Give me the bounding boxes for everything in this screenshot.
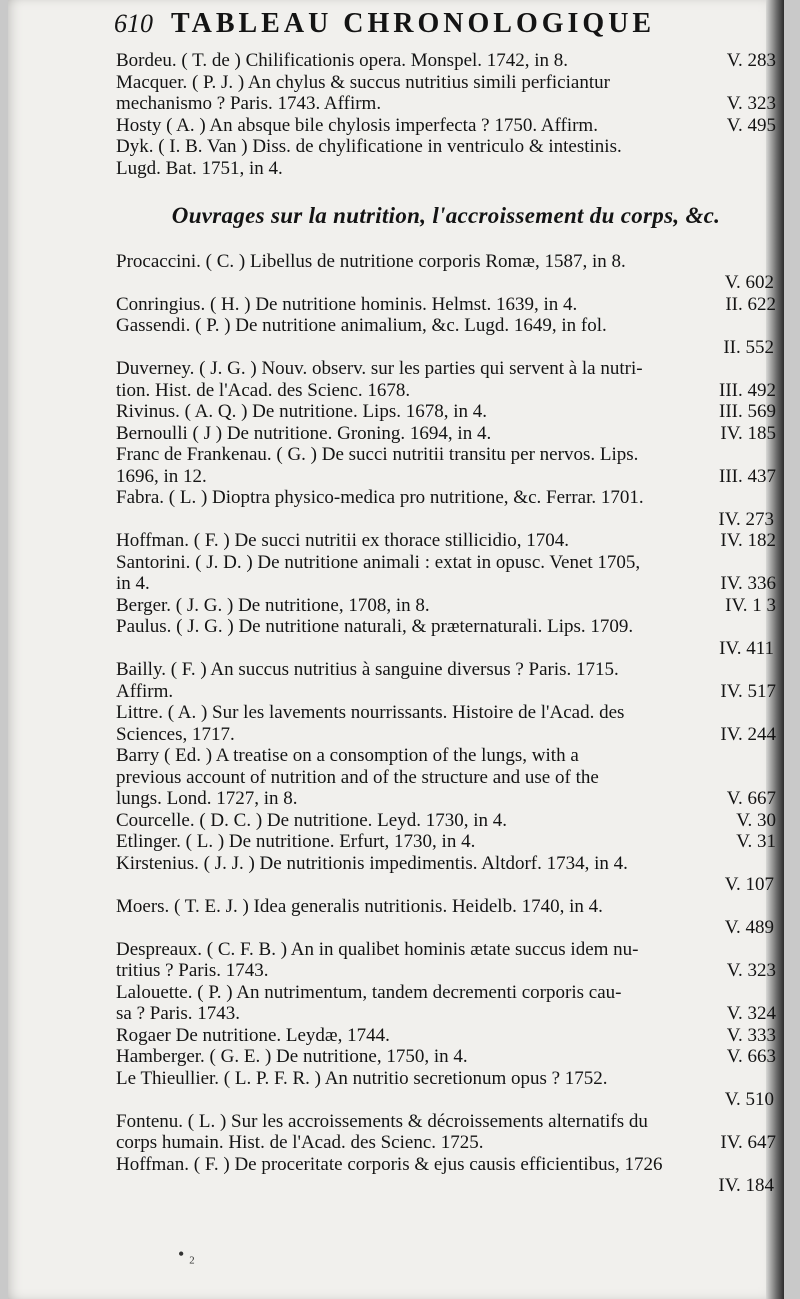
entry-text-line: lungs. Lond. 1727, in 8. V. 667 — [116, 788, 776, 809]
bibliography-entry — [116, 530, 776, 552]
volume-reference: V. 107 — [724, 874, 774, 895]
bibliography-entry — [116, 1068, 776, 1111]
volume-reference: V. 489 — [724, 917, 774, 938]
volume-reference: V. 495 — [726, 114, 776, 136]
entry-text-line: 1696, in 12. III. 437 — [116, 465, 776, 487]
entry-text-line: previous account of nutrition and of the structure and use of the — [116, 766, 599, 788]
volume-reference: V. 510 — [724, 1089, 774, 1110]
entry-text-line: Bordeu. ( T. de ) Chilificationis opera. Monspel. 1742, in 8. V. 283 — [116, 50, 776, 71]
volume-reference: V. 324 — [726, 1003, 776, 1024]
volume-reference: II. 622 — [725, 293, 776, 315]
entry-text-line: Affirm. IV. 517 — [116, 680, 776, 702]
bibliography-entry — [116, 896, 776, 939]
entry-text-line: Hoffman. ( F. ) De proceritate corporis & ejus causis efficientibus, 1726 — [116, 1153, 663, 1175]
bibliography-entry — [116, 745, 776, 810]
volume-reference: IV. 244 — [720, 723, 776, 745]
entry-text-line: Duverney. ( J. G. ) Nouv. observ. sur les parties qui servent à la nutri- — [116, 358, 643, 379]
bibliography-entry — [116, 939, 776, 982]
entry-text-line: Sciences, 1717. IV. 244 — [116, 723, 776, 745]
entry-text-line: Hoffman. ( F. ) De succi nutritii ex thorace stillicidio, 1704. IV. 182 — [116, 530, 776, 551]
entry-text-line: Hamberger. ( G. E. ) De nutritione, 1750, in 4. V. 663 — [116, 1046, 776, 1067]
entry-text-line: Bailly. ( F. ) An succus nutritius à sanguine diversus ? Paris. 1715. — [116, 659, 619, 680]
entry-text-line: Courcelle. ( D. C. ) De nutritione. Leyd. 1730, in 4. V. 30 — [116, 809, 776, 831]
volume-reference: IV. 517 — [720, 680, 776, 702]
volume-reference: IV. 185 — [720, 422, 776, 444]
entry-text-line: Procaccini. ( C. ) Libellus de nutritione corporis Romæ, 1587, in 8. — [116, 250, 626, 272]
bibliography-entry — [116, 423, 776, 445]
entry-text-line: Franc de Frankenau. ( G. ) De succi nutritii transitu per nervos. Lips. — [116, 444, 639, 465]
volume-reference: V. 602 — [724, 272, 774, 293]
book-page — [8, 0, 784, 1299]
bibliography-entry — [116, 552, 776, 595]
bibliography-entry — [116, 115, 776, 137]
entry-text-line: Kirstenius. ( J. J. ) De nutritionis impedimentis. Altdorf. 1734, in 4. — [116, 852, 628, 874]
entry-text-line: Fabra. ( L. ) Dioptra physico-medica pro nutritione, &c. Ferrar. 1701. — [116, 487, 644, 508]
volume-reference: V. 283 — [726, 50, 776, 71]
volume-reference: IV. 182 — [720, 530, 776, 551]
bibliography-entry — [116, 251, 776, 294]
bibliography-entry — [116, 853, 776, 896]
nutrition-entries — [116, 251, 776, 1197]
bibliography-entry — [116, 294, 776, 316]
volume-reference: IV. 273 — [718, 508, 774, 530]
bibliography-entry — [116, 616, 776, 659]
bibliography-entry — [116, 831, 776, 853]
entry-text-line: Conringius. ( H. ) De nutritione hominis. Helmst. 1639, in 4. II. 622 — [116, 293, 776, 315]
volume-reference: V. 30 — [736, 809, 776, 831]
entry-text-line: Lugd. Bat. 1751, in 4. — [116, 157, 283, 179]
bibliography-entry — [116, 1046, 776, 1068]
entry-text-line: Lalouette. ( P. ) An nutrimentum, tandem decrementi corporis cau- — [116, 981, 622, 1003]
bibliography-entry — [116, 487, 776, 530]
entry-text-line: Le Thieullier. ( L. P. F. R. ) An nutritio secretionum opus ? 1752. — [116, 1067, 608, 1089]
page-header — [114, 8, 784, 48]
footer-mark: • ₂ — [178, 1244, 196, 1264]
entry-text-line: Gassendi. ( P. ) De nutritione animalium, &c. Lugd. 1649, in fol. — [116, 315, 607, 336]
volume-reference: IV. 1 3 — [725, 594, 776, 616]
entry-text-line: Barry ( Ed. ) A treatise on a consomption of the lungs, with a — [116, 745, 579, 766]
bibliography-entry — [116, 50, 776, 72]
section-heading: Ouvrages sur la nutrition, l'accroissement du corps, &c. — [171, 203, 721, 228]
entry-text-line: mechanismo ? Paris. 1743. Affirm. V. 323 — [116, 93, 776, 114]
entry-text-line: Rivinus. ( A. Q. ) De nutritione. Lips. 1678, in 4. III. 569 — [116, 401, 776, 422]
entry-text-line: Moers. ( T. E. J. ) Idea generalis nutritionis. Heidelb. 1740, in 4. — [116, 895, 603, 917]
volume-reference: IV. 336 — [720, 573, 776, 594]
bibliography-entry — [116, 401, 776, 423]
volume-reference: II. 552 — [723, 336, 774, 358]
running-title: TABLEAU CHRONOLOGIQUE — [171, 8, 656, 39]
volume-reference: IV. 647 — [720, 1132, 776, 1153]
entry-text-line: sa ? Paris. 1743. V. 324 — [116, 1003, 776, 1024]
volume-reference: IV. 411 — [719, 637, 774, 659]
bibliography-entry — [116, 659, 776, 702]
bibliography-entry — [116, 982, 776, 1025]
bibliography-entry — [116, 1111, 776, 1154]
entry-text-line: Rogaer De nutritione. Leydæ, 1744. V. 333 — [116, 1024, 776, 1046]
bibliography-entry — [116, 1154, 776, 1197]
bibliography-entry — [116, 810, 776, 832]
volume-reference: V. 333 — [726, 1024, 776, 1046]
entry-text-line: tion. Hist. de l'Acad. des Scienc. 1678. III. 492 — [116, 379, 776, 401]
page-number: 610 — [114, 9, 153, 38]
volume-reference: IV. 184 — [718, 1175, 774, 1196]
chylification-entries — [116, 50, 776, 179]
bibliography-entry — [116, 1025, 776, 1047]
entry-text-line: Paulus. ( J. G. ) De nutritione naturali, & præternaturali. Lips. 1709. — [116, 616, 634, 637]
volume-reference: III. 437 — [719, 465, 776, 487]
entry-text-line: Macquer. ( P. J. ) An chylus & succus nutritius simili perficiantur — [116, 71, 610, 93]
bibliography-entry — [116, 702, 776, 745]
entry-text-line: Dyk. ( I. B. Van ) Diss. de chylificatione in ventriculo & intestinis. — [116, 136, 622, 157]
entry-text-line: Despreaux. ( C. F. B. ) An in qualibet hominis ætate succus idem nu- — [116, 938, 639, 960]
bibliography-entry — [116, 358, 776, 401]
entry-text-line: Santorini. ( J. D. ) De nutritione animali : extat in opusc. Venet 1705, — [116, 551, 641, 573]
bibliography-entry — [116, 315, 776, 358]
bibliography-entry — [116, 595, 776, 617]
bibliography-entry — [116, 444, 776, 487]
entry-text-line: Littre. ( A. ) Sur les lavements nourrissants. Histoire de l'Acad. des — [116, 702, 625, 723]
bibliography-entry — [116, 72, 776, 115]
bibliography-entry — [116, 136, 776, 179]
volume-reference: V. 323 — [726, 93, 776, 114]
entry-text-line: Bernoulli ( J ) De nutritione. Groning. 1694, in 4. IV. 185 — [116, 422, 776, 444]
volume-reference: V. 663 — [726, 1046, 776, 1067]
entry-text-line: tritius ? Paris. 1743. V. 323 — [116, 960, 776, 981]
volume-reference: V. 31 — [736, 831, 776, 852]
entry-text-line: Hosty ( A. ) An absque bile chylosis imperfecta ? 1750. Affirm. V. 495 — [116, 114, 776, 136]
entry-text-line: Fontenu. ( L. ) Sur les accroissements & décroissements alternatifs du — [116, 1110, 648, 1132]
entry-text-line: Berger. ( J. G. ) De nutritione, 1708, in 8. IV. 1 3 — [116, 594, 776, 616]
entry-text-line: in 4. IV. 336 — [116, 573, 776, 594]
volume-reference: V. 667 — [726, 788, 776, 809]
volume-reference: III. 569 — [719, 401, 776, 422]
bibliography-list — [116, 50, 776, 1197]
entry-text-line: corps humain. Hist. de l'Acad. des Scienc. 1725. IV. 647 — [116, 1132, 776, 1153]
volume-reference: III. 492 — [719, 379, 776, 401]
volume-reference: V. 323 — [726, 960, 776, 981]
entry-text-line: Etlinger. ( L. ) De nutritione. Erfurt, 1730, in 4. V. 31 — [116, 831, 776, 852]
